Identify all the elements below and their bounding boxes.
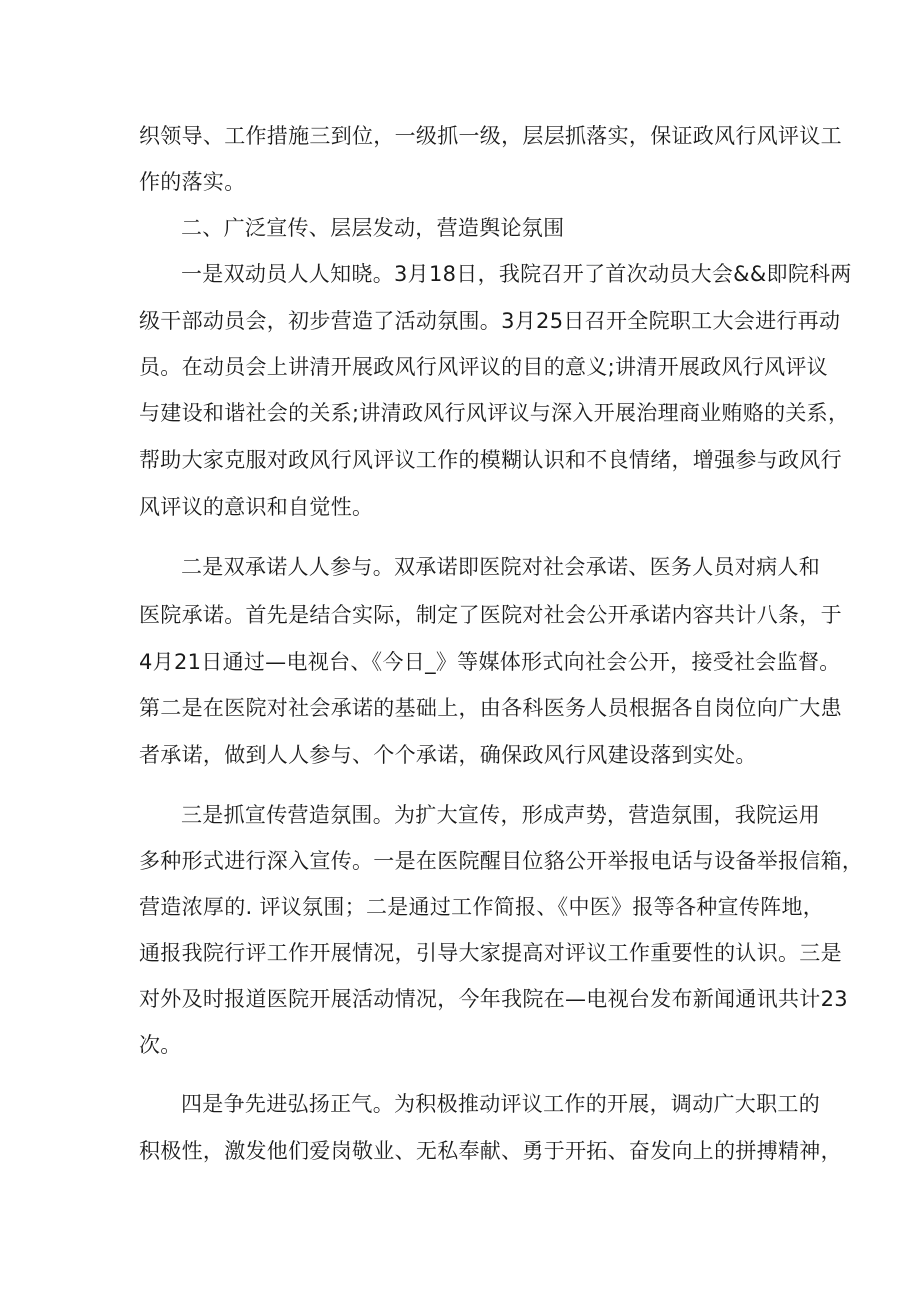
text-line: 者承诺，做到人人参与、个个承诺，确保政风行风建设落到实处。 [139,743,757,767]
text-line: 四是争先进弘扬正气。为积极推动评议工作的开展，调动广大职工的 [181,1092,820,1116]
text-line: 多种形式进行深入宣传。一是在医院醒目位貉公开举报电话与设备举报信箱， [139,849,864,873]
text-line: 积极性，激发他们爱岗敬业、无私奉献、勇于开拓、奋发向上的拼搏精神， [139,1139,842,1163]
text-line: 医院承诺。首先是结合实际，制定了医院对社会公开承诺内容共计八条，于 [139,603,842,627]
text-line: 4月21日通过—电视台、《今日_》等媒体形式向社会公开，接受社会监督。 [139,650,841,674]
text-line: 次。 [139,1033,182,1057]
text-line: 营造浓厚的. 评议氛围；二是通过工作简报、《中医》报等各种宣传阵地， [139,895,825,919]
text-line: 三是抓宣传营造氛围。为扩大宣传，形成声势，营造氛围，我院运用 [181,803,820,827]
text-line: 一是双动员人人知晓。3月18日，我院召开了首次动员大会&&即院科两 [181,262,852,286]
text-line: 帮助大家克服对政风行风评议工作的模糊认识和不良情绪，增强参与政风行 [139,448,842,472]
text-line: 二是双承诺人人参与。双承诺即医院对社会承诺、医务人员对病人和 [181,555,820,579]
text-line: 通报我院行评工作开展情况，引导大家提高对评议工作重要性的认识。三是 [139,941,842,965]
text-line: 员。在动员会上讲清开展政风行风评议的目的意义;讲清开展政风行风评议 [139,355,828,379]
text-line: 第二是在医院对社会承诺的基础上，由各科医务人员根据各自岗位向广大患 [139,696,842,720]
text-line: 风评议的意识和自觉性。 [139,495,374,519]
text-line: 与建设和谐社会的关系;讲清政风行风评议与深入开展治理商业贿赂的关系， [139,401,850,425]
text-line: 织领导、工作措施三到位，一级抓一级，层层抓落实，保证政风行风评议工 [139,124,842,148]
section-heading: 二、广泛宣传、层层发动，营造舆论氛围 [181,216,565,240]
text-line: 对外及时报道医院开展活动情况，今年我院在—电视台发布新闻通讯共计23 [139,987,848,1011]
text-line: 级干部动员会，初步营造了活动氛围。3月25日召开全院职工大会进行再动 [139,309,841,333]
text-line: 作的落实。 [139,170,246,194]
